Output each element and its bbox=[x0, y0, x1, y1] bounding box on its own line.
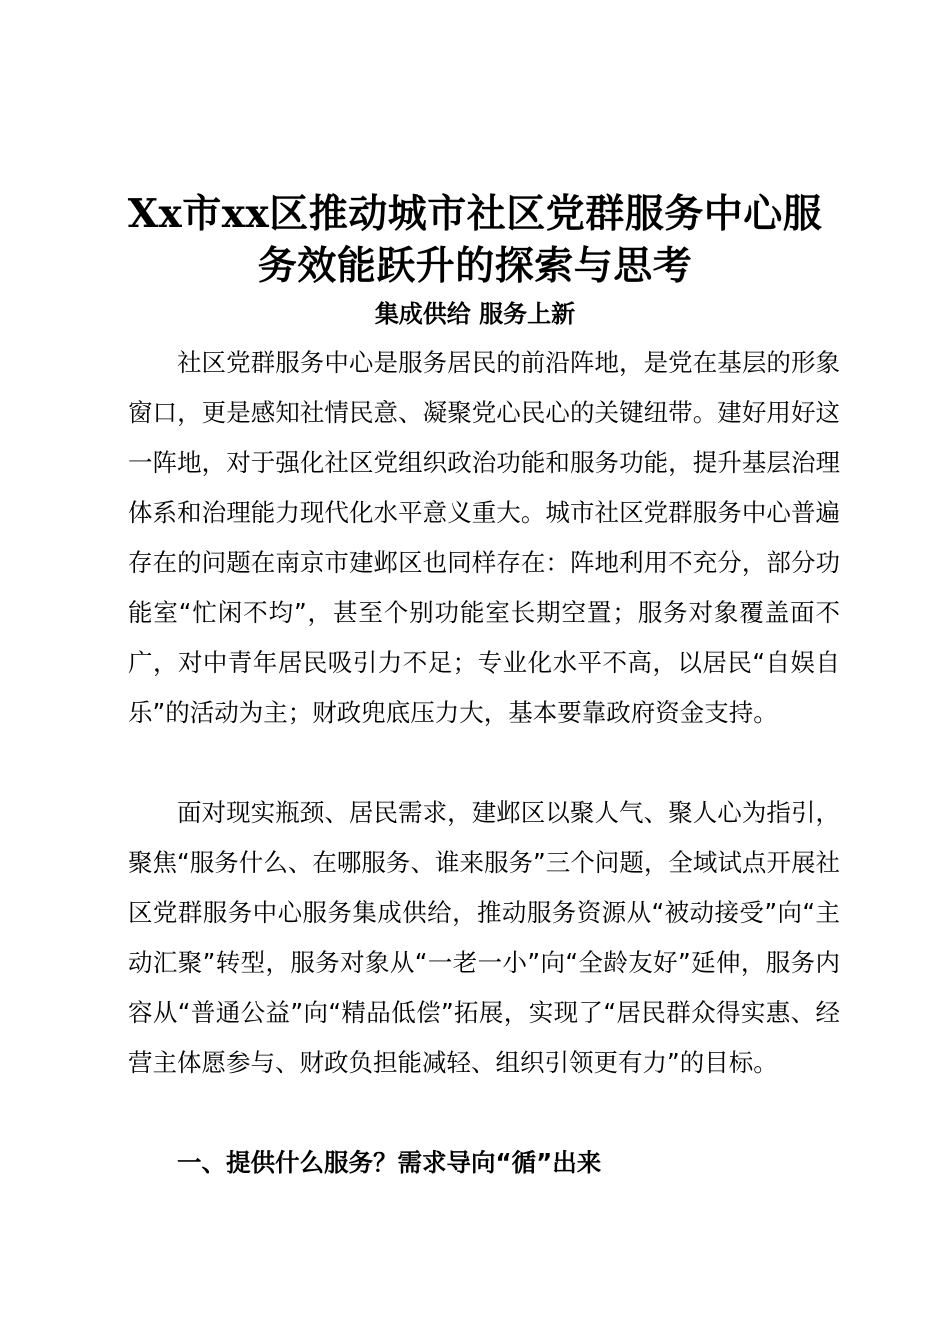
section-heading-1: 一、提供什么服务？需求导向“循”出来 bbox=[177, 1148, 602, 1177]
document-title bbox=[110, 188, 840, 292]
body-paragraph-1: 社区党群服务中心是服务居民的前沿阵地，是党在基层的形象窗口，更是感知社情民意、凝聚党心民心的关键纽带。建好用好这一阵地，对于强化社区党组织政治功能和服务功能，提升基层治理体系和治理能力现代化水平意义重大。城市社区党群服务中心普遍存在的问题在南京市建邺区也同样存在：阵地利用不充分，部分功能室“忙闲不均”，甚至个别功能室长期空置；服务对象覆盖面不广，对中青年居民吸引力不足；专业化水平不高，以居民“自娱自乐”的活动为主；财政兜底压力大，基本要靠政府资金支持。 bbox=[128, 348, 840, 727]
title-line-2: 务效能跃升的探索与思考 bbox=[257, 243, 693, 289]
body-paragraph-2: 面对现实瓶颈、居民需求，建邺区以聚人气、聚人心为指引，聚焦“服务什么、在哪服务、谁来服务”三个问题，全域试点开展社区党群服务中心服务集成供给，推动服务资源从“被动接受”向“主动汇聚”转型，服务对象从“一老一小”向“全龄友好”延伸，服务内容从“普通公益”向“精品低偿”拓展，实现了“居民群众得实惠、经营主体愿参与、财政负担能减轻、组织引领更有力”的目标。 bbox=[128, 798, 840, 1077]
title-line-1: Xx市xx区推动城市社区党群服务中心服 bbox=[127, 191, 823, 237]
document-subtitle: 集成供给 服务上新 bbox=[374, 300, 576, 328]
